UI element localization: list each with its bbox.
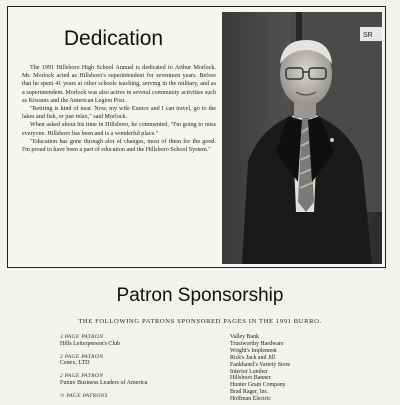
patron-title: Patron Sponsorship <box>116 285 284 306</box>
list-item <box>60 334 210 348</box>
dedication-paragraph: "Education has gone through alot of changes, most of them for the good. I'm proud to have been a part of education and the Hillsboro School System." <box>22 138 216 154</box>
door-sign: SR <box>363 32 373 39</box>
list-item: Fankhanel's Variety Store <box>230 361 291 368</box>
patron-level: 3 PAGE PATRON <box>60 334 104 340</box>
patron-name: Hills Leiterperson's Club <box>60 340 121 347</box>
list-item: Hunter Grain Company <box>230 382 286 389</box>
list-item: Trustworthy Hardware <box>230 340 284 347</box>
list-item: Hoffman Electric <box>230 396 271 403</box>
patron-name: Future Business Leaders of America <box>60 379 148 386</box>
list-item: Wright's Implement <box>230 347 277 354</box>
dedication-text <box>22 64 216 154</box>
patron-level: 2 PAGE PATRON <box>60 353 104 360</box>
list-item: Rick's Jack and Jill <box>230 354 276 361</box>
dedication-section <box>7 6 386 268</box>
dedication-paragraph: The 1991 Hillsboro High School Annual is dedicated to Arthur Morlock. Mr. Morlock acted as Hillsboro's superintendent for seventeen years. Before that he spent 41 years at other schools teaching, serving in the military, and as a superintendent. Morlock was also active in several community activities such as Kiwanis and the American Legion Post. <box>22 65 216 104</box>
sponsor-list <box>230 334 370 403</box>
patron-name: Cenex, LTD <box>60 360 90 366</box>
list-item: Brad Rager, Inc. <box>230 389 269 396</box>
patron-level: 2 PAGE PATRON <box>60 373 104 379</box>
page-patrons-list <box>60 334 210 405</box>
list-item <box>60 393 210 400</box>
dedication-paragraph: "Retiring is kind of neat. Now, my wife Eunice and I can travel, go to the lakes and fish, or just relax," said Morlock. <box>22 106 216 121</box>
list-item <box>60 373 210 387</box>
patron-subtitle: THE FOLLOWING PATRONS SPONSORED PAGES IN THE 1991 BURRO. <box>78 318 322 325</box>
list-item <box>60 354 210 368</box>
patron-level: ½ PAGE PATRONS <box>60 392 108 399</box>
list-item: Hillsboro Banner <box>230 375 271 382</box>
dedication-title: Dedication <box>63 27 164 50</box>
dedication-paragraph: When asked about his time in Hillsboro, he commented, "I'm going to miss everyone. Hillsboro has been and is a wonderful place." <box>22 122 216 137</box>
list-item: Interior Lumber <box>230 368 268 375</box>
list-item: Valley Bank <box>230 334 259 340</box>
portrait-illustration <box>222 12 382 264</box>
portrait-photo <box>222 12 382 264</box>
